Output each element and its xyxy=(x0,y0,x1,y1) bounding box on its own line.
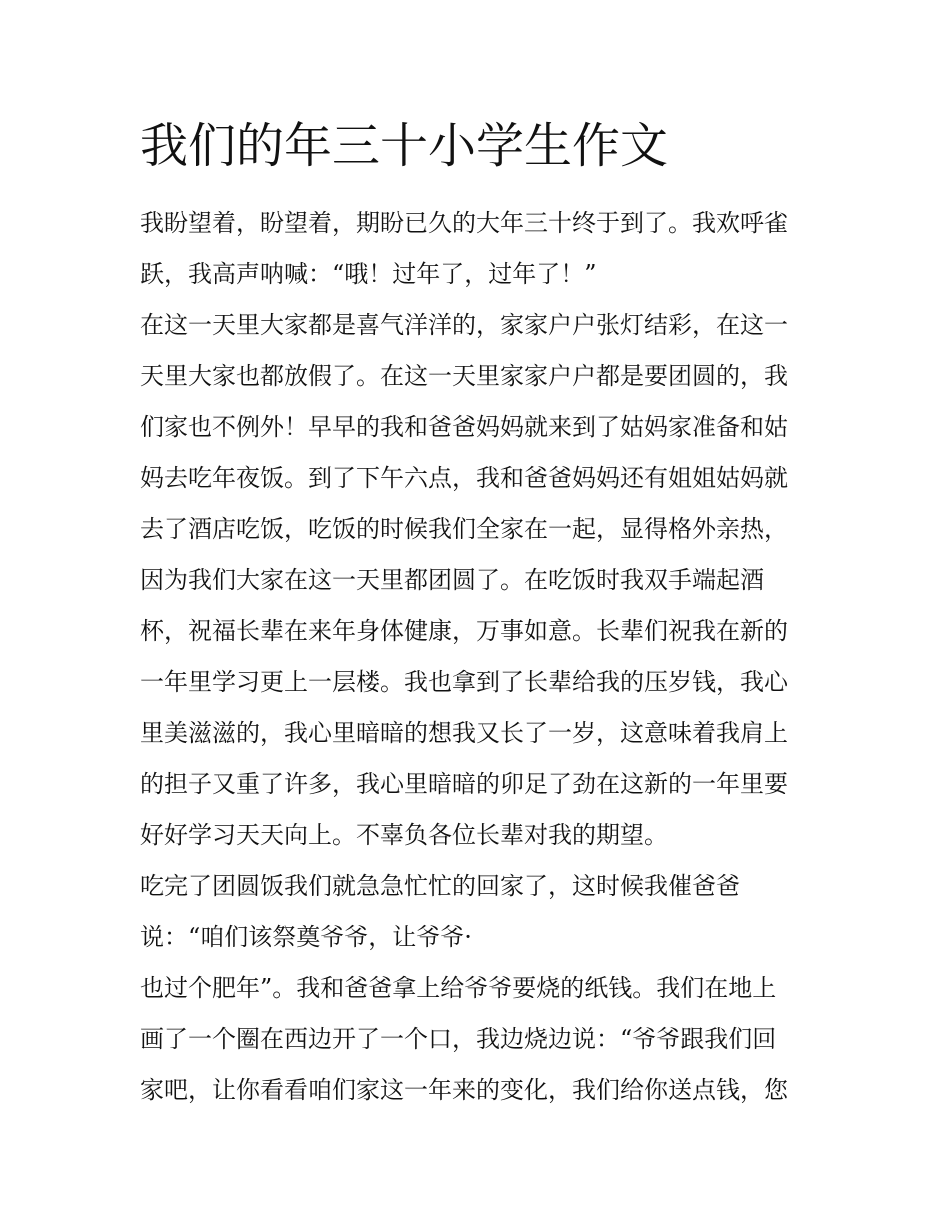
body-line: 我盼望着，盼望着，期盼已久的大年三十终于到了。我欢呼雀 xyxy=(140,209,788,237)
body-line: 好好学习天天向上。不辜负各位长辈对我的期望。 xyxy=(140,821,668,849)
body-line: 们家也不例外！早早的我和爸爸妈妈就来到了姑妈家准备和姑 xyxy=(140,413,788,441)
body-line: 因为我们大家在这一天里都团圆了。在吃饭时我双手端起酒 xyxy=(140,566,764,594)
body-line: 的担子又重了许多，我心里暗暗的卯足了劲在这新的一年里要 xyxy=(140,770,788,798)
body-line: 里美滋滋的，我心里暗暗的想我又长了一岁，这意味着我肩上 xyxy=(140,719,788,747)
body-line: 跃，我高声呐喊：“哦！过年了，过年了！” xyxy=(140,260,597,288)
body-line: 去了酒店吃饭，吃饭的时候我们全家在一起，显得格外亲热， xyxy=(140,515,788,543)
body-line: 吃完了团圆饭我们就急急忙忙的回家了，这时候我催爸爸 xyxy=(140,872,740,900)
body-line: 家吧，让你看看咱们家这一年来的变化，我们给你送点钱，您 xyxy=(140,1076,788,1104)
body-line: 画了一个圈在西边开了一个口，我边烧边说：“爷爷跟我们回 xyxy=(140,1025,777,1053)
body-line: 说：“咱们该祭奠爷爷，让爷爷· xyxy=(140,923,472,951)
body-line: 在这一天里大家都是喜气洋洋的，家家户户张灯结彩，在这一 xyxy=(140,311,788,339)
body-line: 天里大家也都放假了。在这一天里家家户户都是要团圆的，我 xyxy=(140,362,788,390)
body-line: 杯，祝福长辈在来年身体健康，万事如意。长辈们祝我在新的 xyxy=(140,617,788,645)
body-line: 一年里学习更上一层楼。我也拿到了长辈给我的压岁钱，我心 xyxy=(140,668,788,696)
body-line: 也过个肥年”。我和爸爸拿上给爷爷要烧的纸钱。我们在地上 xyxy=(140,974,777,1002)
document-title: 我们的年三十小学生作文 xyxy=(140,118,669,174)
document-body xyxy=(140,198,820,1116)
body-line: 妈去吃年夜饭。到了下午六点，我和爸爸妈妈还有姐姐姑妈就 xyxy=(140,464,788,492)
